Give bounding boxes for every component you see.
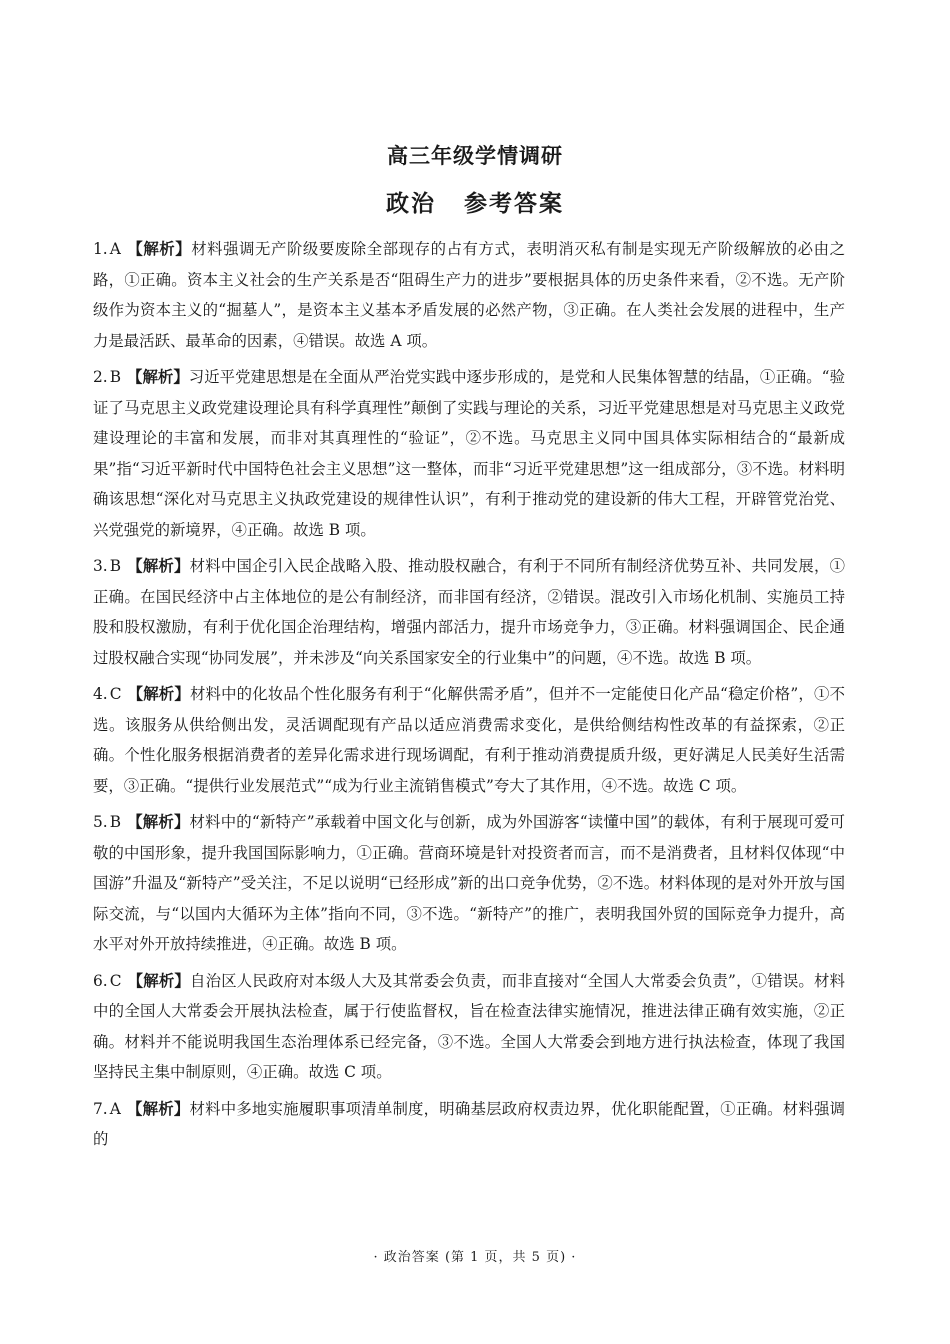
question-number: 5.	[93, 813, 108, 831]
answer-item-6	[93, 966, 845, 1088]
answer-choice: C	[109, 971, 122, 990]
answer-choice: B	[109, 813, 121, 831]
answer-choice: B	[109, 557, 121, 575]
answer-choice: A	[109, 240, 121, 258]
question-number: 7.	[93, 1099, 108, 1118]
analysis-tag: 【解析】	[127, 368, 189, 386]
analysis-tag: 【解析】	[127, 813, 190, 831]
analysis-text: 材料强调无产阶级要废除全部现存的占有方式，表明消灭私有制是实现无产阶级解放的必由之路，①正确。资本主义社会的生产关系是否“阻碍生产力的进步”要根据具体的历史条件来看，②不选。无产阶级作为资本主义的“掘墓人”，是资本主义基本矛盾发展的必然产物，③正确。在人类社会发展的进程中，生产力是最活跃、最革命的因素，④错误。故选 A 项。	[93, 240, 845, 350]
answer-list	[93, 234, 845, 1161]
question-number: 1.	[93, 240, 108, 258]
question-number: 4.	[93, 685, 108, 703]
answer-choice: C	[109, 685, 122, 703]
page-title: 高三年级学情调研	[387, 143, 563, 168]
answer-item-1	[93, 234, 845, 356]
analysis-tag: 【解析】	[127, 685, 190, 703]
analysis-tag: 【解析】	[126, 1099, 190, 1118]
answer-item-7	[93, 1094, 845, 1155]
analysis-tag: 【解析】	[126, 240, 192, 258]
question-number: 6.	[93, 971, 108, 990]
analysis-text: 习近平党建思想是在全面从严治党实践中逐步形成的，是党和人民集体智慧的结晶，①正确。“验证了马克思主义政党建设理论具有科学真理性”颠倒了实践与理论的关系，习近平党建思想是对马克思主义政党建设理论的丰富和发展，而非对其真理性的“验证”，②不选。马克思主义同中国具体实际相结合的“最新成果”指“习近平新时代中国特色社会主义思想”这一整体，而非“习近平党建思想”这一组成部分，③不选。材料明确该思想“深化对马克思主义执政党建设的规律性认识”，有利于推动党的建设新的伟大工程，开辟管党治党、兴党强党的新境界，④正确。故选 B 项。	[93, 368, 845, 539]
analysis-text: 材料中的“新特产”承载着中国文化与创新，成为外国游客“读懂中国”的载体，有利于展现可爱可敬的中国形象，提升我国国际影响力，①正确。营商环境是针对投资者而言，而不是消费者，且材料仅体现“中国游”升温及“新特产”受关注，不足以说明“已经形成”新的出口竞争优势，②不选。材料体现的是对外开放与国际交流，与“以国内大循环为主体”指向不同，③不选。“新特产”的推广，表明我国外贸的国际竞争力提升，高水平对外开放持续推进，④正确。故选 B 项。	[93, 813, 845, 953]
answer-item-4	[93, 679, 845, 801]
analysis-tag: 【解析】	[127, 971, 191, 990]
analysis-tag: 【解析】	[127, 557, 190, 575]
answer-choice: A	[109, 1099, 121, 1118]
subject-label: 政治	[386, 190, 436, 217]
analysis-text: 材料中的化妆品个性化服务有利于“化解供需矛盾”，但并不一定能使日化产品“稳定价格”，①不选。该服务从供给侧出发，灵活调配现有产品以适应消费需求变化，是供给侧结构性改革的有益探索，②正确。个性化服务根据消费者的差异化需求进行现场调配，有利于推动消费提质升级，更好满足人民美好生活需要，③正确。“提供行业发展范式”“成为行业主流销售模式”夸大了其作用，④不选。故选 C 项。	[93, 685, 845, 795]
answer-item-5	[93, 807, 845, 960]
analysis-text: 材料中国企引入民企战略入股、推动股权融合，有利于不同所有制经济优势互补、共同发展，①正确。在国民经济中占主体地位的是公有制经济，而非国有经济，②错误。混改引入市场化机制、实施员工持股和股权激励，有利于优化国企治理结构，增强内部活力，提升市场竞争力，③正确。材料强调国企、民企通过股权融合实现“协同发展”，并未涉及“向关系国家安全的行业集中”的问题，④不选。故选 B 项。	[93, 557, 845, 667]
answer-choice: B	[109, 368, 121, 386]
analysis-text: 材料中多地实施履职事项清单制度，明确基层政府权责边界，优化职能配置，①正确。材料强调的	[93, 1099, 845, 1148]
page-footer: · 政治答案 (第 1 页，共 5 页) ·	[373, 1250, 577, 1265]
question-number: 2.	[93, 368, 108, 386]
question-number: 3.	[93, 557, 108, 575]
answer-item-2	[93, 362, 845, 545]
page-subtitle	[0, 185, 950, 218]
analysis-text: 自治区人民政府对本级人大及其常委会负责，而非直接对“全国人大常委会负责”，①错误。材料中的全国人大常委会开展执法检查，属于行使监督权，旨在检查法律实施情况，推进法律正确有效实施，②正确。材料并不能说明我国生态治理体系已经完备，③不选。全国人大常委会到地方进行执法检查，体现了我国坚持民主集中制原则，④正确。故选 C 项。	[93, 971, 845, 1081]
answer-item-3	[93, 551, 845, 673]
answer-key-label: 参考答案	[464, 190, 564, 217]
